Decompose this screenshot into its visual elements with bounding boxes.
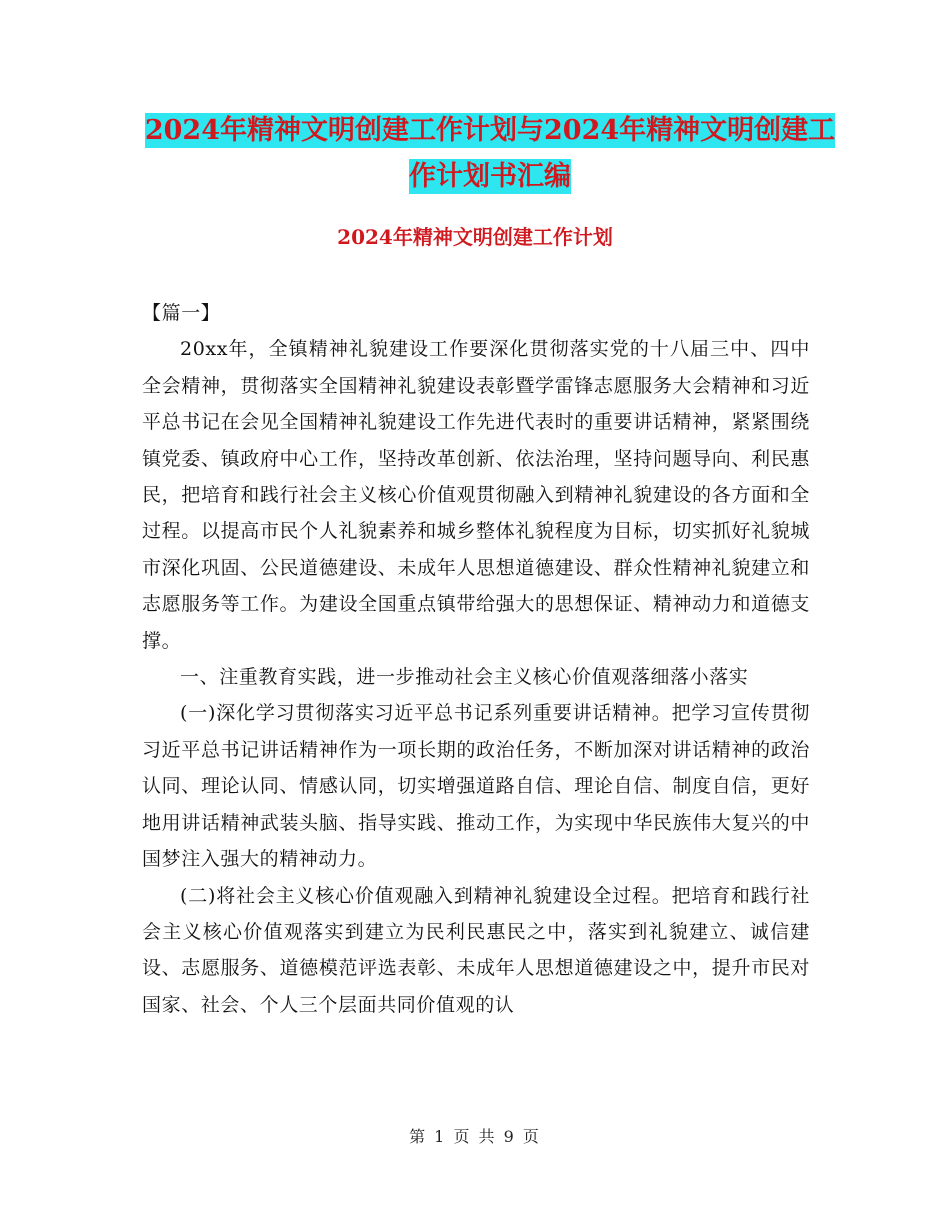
section-label: 【篇一】 bbox=[142, 302, 221, 324]
paragraph: 20xx年，全镇精神礼貌建设工作要深化贯彻落实党的十八届三中、四中全会精神，贯彻落实全国精神礼貌建设表彰暨学雷锋志愿服务大会精神和习近平总书记在会见全国精神礼貌建设工作先进代表时的重要讲话精神，紧紧围绕镇党委、镇政府中心工作，坚持改革创新、依法治理，坚持问题导向、利民惠民，把培育和践行社会主义核心价值观贯彻融入到精神礼貌建设的各方面和全过程。以提高市民个人礼貌素养和城乡整体礼貌程度为目标，切实抓好礼貌城市深化巩固、公民道德建设、未成年人思想道德建设、群众性精神礼貌建立和志愿服务等工作。为建设全国重点镇带给强大的思想保证、精神动力和道德支撑。 bbox=[142, 338, 810, 652]
document-title bbox=[140, 108, 840, 200]
paragraph: (二)将社会主义核心价值观融入到精神礼貌建设全过程。把培育和践行社会主义核心价值观落实到建立为民利民惠民之中，落实到礼貌建立、诚信建设、志愿服务、道德模范评选表彰、未成年人思想道德建设之中，提升市民对国家、社会、个人三个层面共同价值观的认 bbox=[142, 884, 810, 1016]
paragraph-heading: 一、注重教育实践，进一步推动社会主义核心价值观落细落小落实 bbox=[180, 666, 749, 689]
section-title: 2024年精神文明创建工作计划 bbox=[337, 225, 613, 249]
document-body bbox=[142, 295, 810, 1023]
title-highlight: 2024年精神文明创建工作计划与2024年精神文明创建工作计划书汇编 bbox=[144, 115, 836, 192]
page-number-footer: 第 1 页 共 9 页 bbox=[409, 1127, 541, 1146]
paragraph: (一)深化学习贯彻落实习近平总书记系列重要讲话精神。把学习宣传贯彻习近平总书记讲话精神作为一项长期的政治任务，不断加深对讲话精神的政治认同、理论认同、情感认同，切实增强道路自信、理论自信、制度自信，更好地用讲话精神武装头脑、指导实践、推动工作，为实现中华民族伟大复兴的中国梦注入强大的精神动力。 bbox=[142, 702, 810, 871]
